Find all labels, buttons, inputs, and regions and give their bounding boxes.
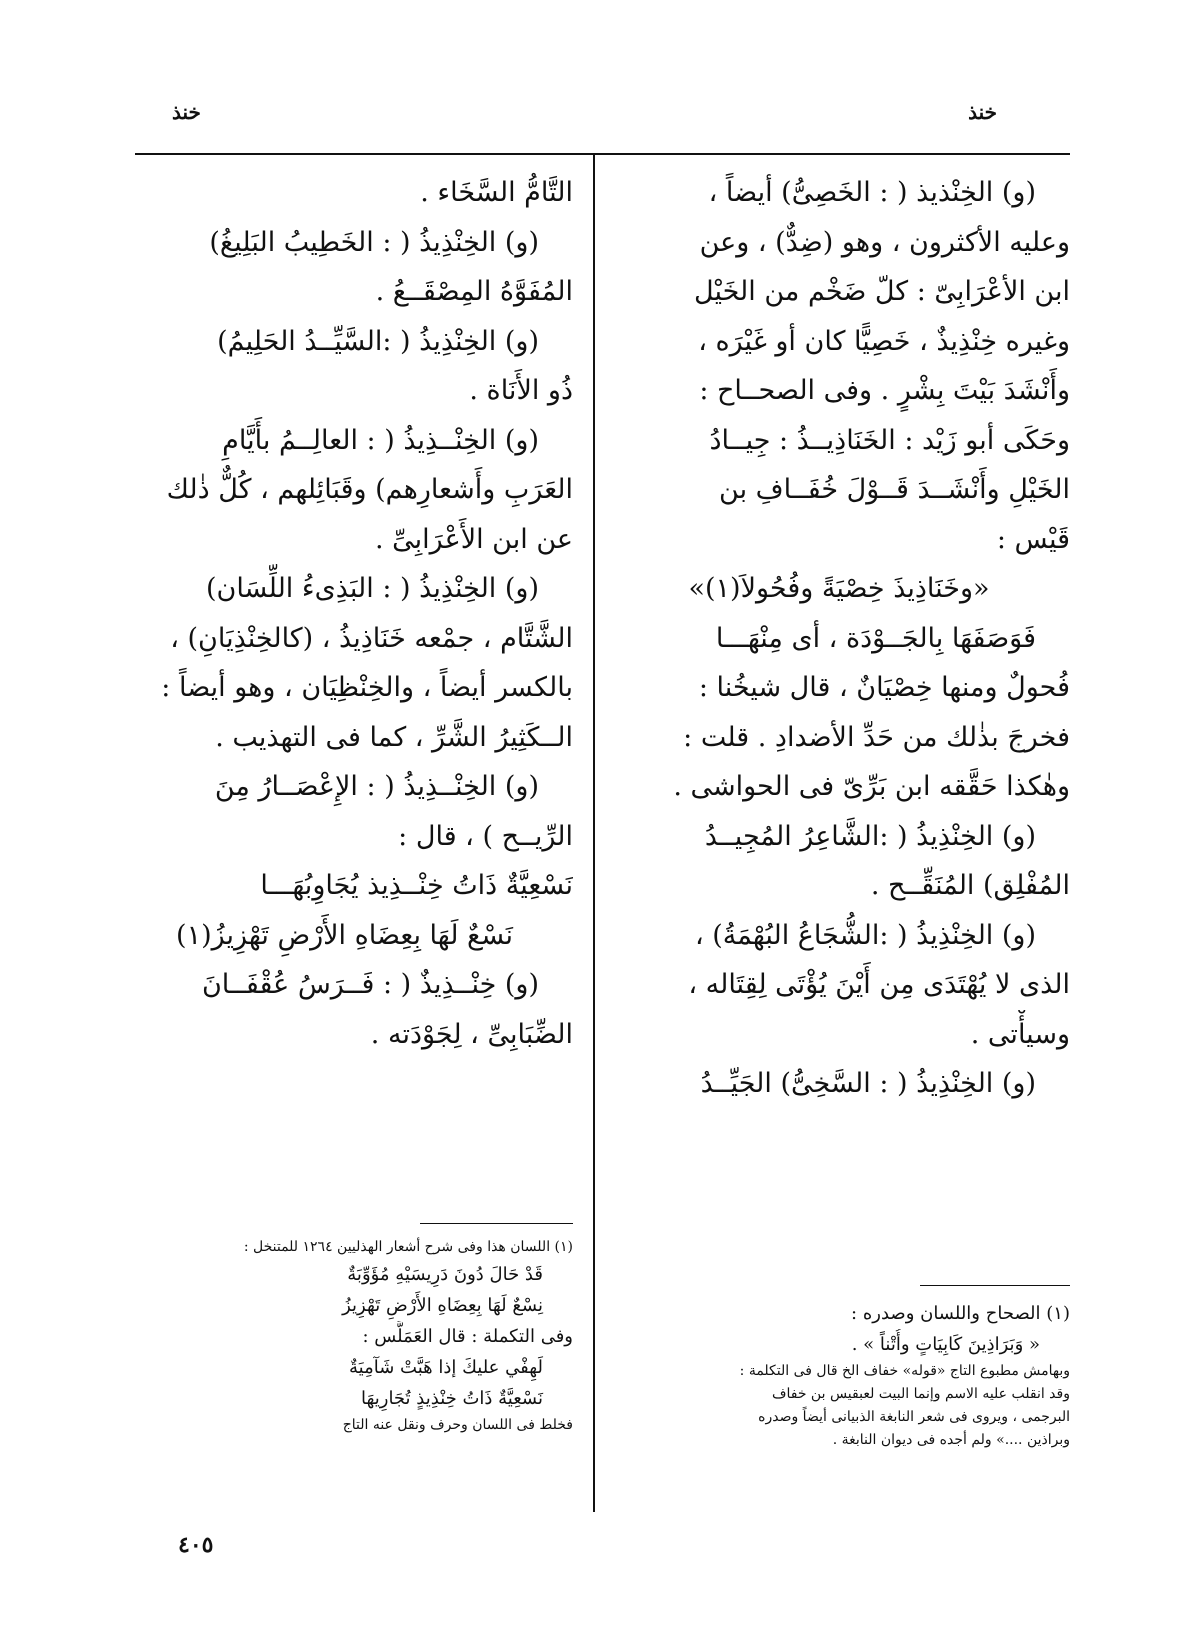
text-line: الــكَثِيرُ الشَّرِّ ، كما فى التهذيب . — [215, 721, 573, 753]
text-line: المُفْلِق) المُنَقِّــح . — [870, 870, 1070, 901]
footnote-line: (١) الصحاح واللسان وصدره : — [851, 1303, 1070, 1324]
text-line: (و) الخِنْذِيذُ ( :الشَّاعِرُ المُجِيــدُ — [704, 820, 1036, 852]
footnote-left — [133, 1236, 573, 1437]
text-line: (و) الخِنْذِيذُ ( :السَّيِّــدُ الحَلِيمُ) — [217, 325, 539, 357]
text-line: (و) الخِنْــذِيذُ ( : الإِعْصَــارُ مِنَ — [214, 771, 539, 802]
text-line: فخرجَ بذٰلك من حَدِّ الأضدادِ . قلت : — [683, 721, 1070, 753]
text-line: المُفَوَّهُ المِصْقَــعُ . — [375, 276, 573, 307]
page-number: ٤٠٥ — [178, 1532, 214, 1558]
text-line: (و) الخِنْذِيذُ ( : البَذِىءُ اللِّسَان) — [205, 573, 539, 604]
text-line: الرِّيــح ) ، قال : — [398, 820, 573, 852]
footnote-line: البرجمى ، ويروى فى شعر النابغة الذبيانى أيضاً وصدره — [758, 1409, 1070, 1425]
text-line: فَوَصَفَهَا بِالجَــوْدَة ، أى مِنْهَـــا — [715, 622, 1036, 654]
footnote-right — [608, 1298, 1070, 1452]
running-header-left: خنذ — [172, 100, 201, 124]
verse-line: «وخَنَاذِيذَ خِصْيَةً وفُحُولاَ(١)» — [688, 573, 990, 604]
footnote-rule-right — [920, 1285, 1070, 1286]
text-line: فُحولٌ ومنها خِصْيَانٌ ، قال شيخُنا : — [698, 672, 1070, 703]
footnote-line: نَسْعِيَّةٌ ذَاتُ خِنْذِيذٍ تُجَارِيهَا — [360, 1388, 543, 1409]
text-line: وهٰكذا حَقَّقه ابن بَرِّىّ فى الحواشى . — [673, 771, 1070, 802]
verse-line: نَسْعٌ لَهَا بِعِضَاهِ الأَرْضِ تَهْزِيزُ(١) — [176, 919, 513, 951]
text-line: (و) الخِنْذِيذُ ( : السَّخِىُّ) الجَيِّــدُ — [700, 1068, 1036, 1099]
text-line: الخَيْلِ وأَنْشَــدَ قَــوْلَ خُفَــافِ بن — [719, 474, 1070, 505]
text-line: وغيره خِنْذِيذٌ ، خَصِيًّا كان أو غَيْرَه ، — [698, 325, 1070, 357]
footnote-line: وبراذين ....» ولم أجده فى ديوان النابغة . — [832, 1432, 1070, 1448]
text-line: وأَنْشَدَ بَيْتَ بِشْرٍ . وفى الصحــاح : — [699, 375, 1070, 406]
text-line: الذى لا يُهْتَدَى مِن أَيْنَ يُؤْتَى لِقِتَاله ، — [688, 969, 1070, 1000]
text-line: (و) الخِنْذِيذُ ( : الخَطِيبُ البَلِيغُ) — [209, 226, 539, 258]
text-line: الشَّتَّام ، جمْعه خَنَاذِيذُ ، (كالخِنْذِيَانِ) ، — [170, 622, 573, 654]
text-line: قَيْس : — [996, 523, 1070, 555]
footnote-line: قَدْ حَالَ دُونَ دَرِيسَيْهِ مُؤَوِّبَةٌ — [347, 1264, 543, 1285]
text-line: (و) الخِنْــذِيذُ ( : العالِــمُ بأَيَّامِ — [222, 424, 539, 456]
text-line: وحَكَى أبو زَيْد : الخَنَاذِيــذُ : جِيــادُ — [709, 424, 1070, 456]
text-line: بالكسر أيضاً ، والخِنْظِيَان ، وهو أيضاً : — [161, 672, 573, 703]
footnote-rule-left — [420, 1223, 573, 1224]
column-divider — [593, 155, 595, 1512]
verse-line: نَسْعِيَّةٌ ذَاتُ خِنْــذِيذ يُجَاوِبُهَـــا — [260, 870, 573, 901]
text-line: العَرَبِ وأَشعارِهم) وقَبَائِلهم ، كُلٌّ ذٰلك — [166, 474, 573, 505]
header-rule — [135, 153, 1070, 155]
text-line: ابن الأعْرَابِىّ : كلّ ضَخْم من الخَيْل — [694, 276, 1070, 307]
footnote-line: (١) اللسان هذا وفى شرح أشعار الهذليين ١٢٦٤ للمتنخل : — [243, 1239, 573, 1255]
running-header-right: خنذ — [968, 100, 997, 124]
footnote-line: لَهِفْي عليكَ إذا هَبَّتْ شَآمِيَةٌ — [349, 1357, 543, 1378]
text-line: وسيأْتى . — [970, 1018, 1070, 1050]
text-line: ذُو الأَنَاة . — [469, 375, 573, 406]
text-line: الضِّبَابِىِّ ، لِجَوْدَته . — [370, 1018, 573, 1050]
footnote-line: فخلط فى اللسان وحرف ونقل عنه التاج — [342, 1417, 573, 1433]
text-line: (و) الخِنْذيذ ( : الخَصِىُّ) أيضاً ، — [708, 177, 1036, 208]
footnote-line: وبهامش مطبوع التاج «قوله» خفاف الخ قال فى التكلمة : — [739, 1363, 1070, 1379]
right-column — [608, 168, 1070, 1109]
text-line: (و) خِنْــذِيذٌ ( : فَــرَسُ عُقْفَــانَ — [201, 969, 539, 1000]
left-column — [133, 168, 573, 1059]
text-line: (و) الخِنْذِيذُ ( :الشُّجَاعُ البُهْمَةُ) ، — [694, 919, 1036, 951]
footnote-line: « وَبَرَاذِينَ كَابِيَاتٍ وأُتْناً » . — [851, 1334, 1040, 1355]
text-line: عن ابن الأَعْرَابِىِّ . — [375, 523, 573, 555]
footnote-line: وقد انقلب عليه الاسم وإنما البيت لعبقيس بن خفاف — [771, 1386, 1070, 1402]
footnote-line: وفى التكملة : قال العَمَلَّس : — [362, 1326, 573, 1347]
text-line: التَّامُّ السَّخَاء . — [420, 177, 573, 208]
footnote-line: نِسْعٌ لَهَا بِعِضَاهِ الأَرْضِ تَهْزِيزُ — [342, 1295, 543, 1316]
text-line: وعليه الأكثرون ، وهو (ضِدٌّ) ، وعن — [699, 226, 1070, 258]
